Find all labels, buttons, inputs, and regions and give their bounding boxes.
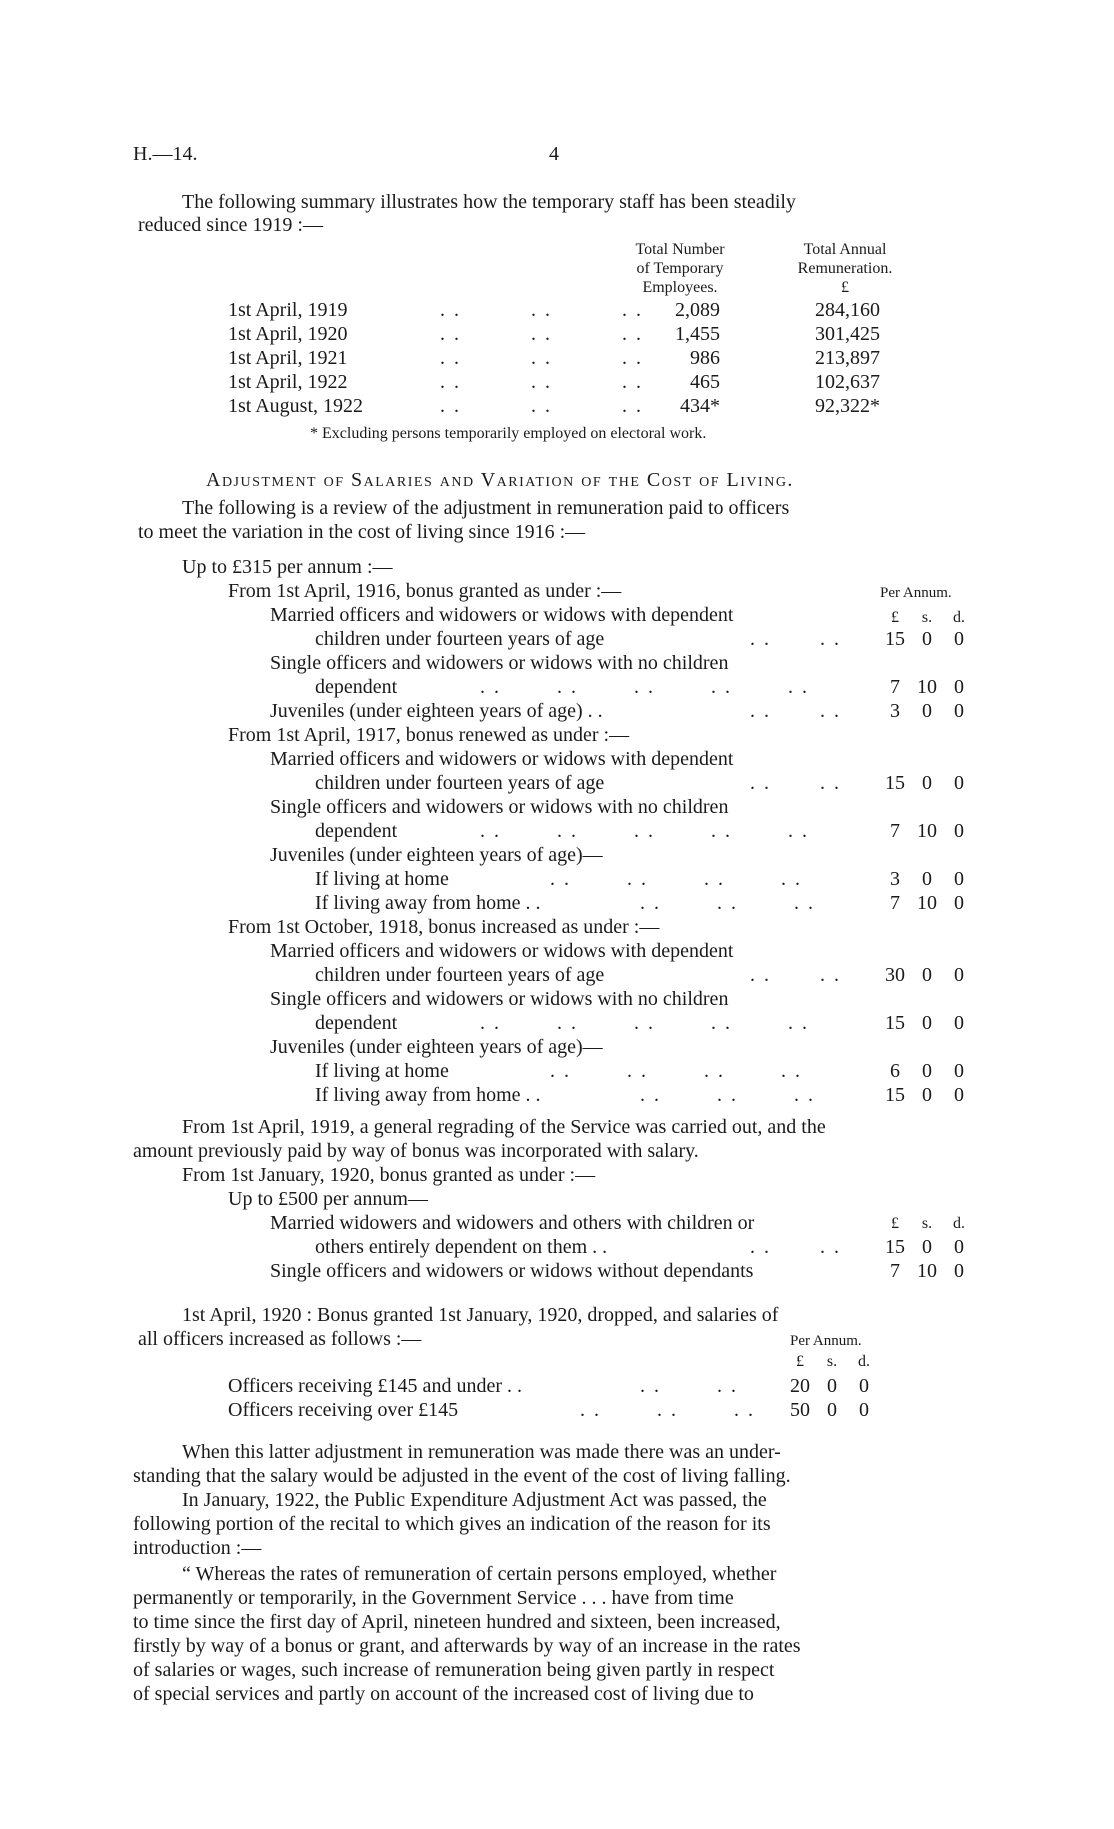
col-head-remuneration-1: Total Annual xyxy=(803,241,887,258)
col-head-employees-1: Total Number xyxy=(635,241,725,258)
leader-dots: . . . . . . xyxy=(440,323,643,345)
bonus-1917-home: If living at home xyxy=(315,868,449,890)
bonus-1917-single-amount: 7 10 0 xyxy=(890,820,964,842)
lsd-header: £ s. d. xyxy=(891,609,965,626)
table-row-employees: 465 xyxy=(690,371,720,393)
quote-line-4: firstly by way of a bonus or grant, and afterwards by way of an increase in the rates xyxy=(133,1635,801,1657)
bonus-1918-away: If living away from home . . xyxy=(315,1084,541,1106)
page-number: 4 xyxy=(549,143,559,165)
bonus-1920-married-2: others entirely dependent on them . . xyxy=(315,1236,608,1258)
act-line-2: following portion of the recital to which gives an indication of the reason for its xyxy=(133,1513,771,1535)
col-head-currency: £ xyxy=(841,279,849,296)
bonus-1916-heading: From 1st April, 1916, bonus granted as under :— xyxy=(228,580,622,602)
leader-dots: . . . . . . . . . . xyxy=(480,1012,809,1034)
table-row-date: 1st April, 1920 xyxy=(228,323,348,345)
regrading-line-2: amount previously paid by way of bonus was incorporated with salary. xyxy=(133,1140,699,1162)
leader-dots: . . . . . . xyxy=(440,395,643,417)
per-annum-label: Per Annum. xyxy=(790,1333,862,1349)
april-1920-line-1: 1st April, 1920 : Bonus granted 1st January, 1920, dropped, and salaries of xyxy=(182,1304,779,1326)
table-row-remuneration: 213,897 xyxy=(815,347,880,369)
bonus-1918-married-amount: 30 0 0 xyxy=(885,964,964,986)
intro-line-2: reduced since 1919 :— xyxy=(138,214,323,236)
april-1920-row-1: Officers receiving £145 and under . . xyxy=(228,1375,522,1397)
bonus-1917-away-amount: 7 10 0 xyxy=(890,892,964,914)
per-annum-label: Per Annum. xyxy=(880,585,952,601)
quote-line-2: permanently or temporarily, in the Government Service . . . have from time xyxy=(133,1587,734,1609)
quote-line-1: “ Whereas the rates of remuneration of certain persons employed, whether xyxy=(182,1563,777,1585)
table-row-remuneration: 92,322* xyxy=(815,395,880,417)
leader-dots: . . . . . . . . . . xyxy=(480,820,809,842)
leader-dots: . . . . xyxy=(750,964,841,986)
leader-dots: . . . . xyxy=(750,700,841,722)
bonus-1917-married-amount: 15 0 0 xyxy=(885,772,964,794)
regrading-line-1: From 1st April, 1919, a general regrading of the Service was carried out, and the xyxy=(182,1116,826,1138)
bonus-1918-juveniles: Juveniles (under eighteen years of age)— xyxy=(270,1036,603,1058)
quote-line-6: of special services and partly on account of the increased cost of living due to xyxy=(133,1683,754,1705)
leader-dots: . . . . . . . . xyxy=(550,1060,802,1082)
bonus-1918-home-amount: 6 0 0 xyxy=(890,1060,964,1082)
leader-dots: . . . . . . xyxy=(440,347,643,369)
bonus-1918-married-2: children under fourteen years of age xyxy=(315,964,605,986)
leader-dots: . . . . . . xyxy=(580,1399,755,1421)
leader-dots: . . . . . . . . . . xyxy=(480,676,809,698)
bonus-1917-single-1: Single officers and widowers or widows with no children xyxy=(270,796,729,818)
bonus-1917-married-1: Married officers and widowers or widows with dependent xyxy=(270,748,734,770)
bonus-1920-upto: Up to £500 per annum— xyxy=(228,1188,428,1210)
act-line-3: introduction :— xyxy=(133,1537,262,1559)
table-row-remuneration: 301,425 xyxy=(815,323,880,345)
leader-dots: . . . . xyxy=(750,1236,841,1258)
bonus-1917-heading: From 1st April, 1917, bonus renewed as under :— xyxy=(228,724,630,746)
review-line-1: The following is a review of the adjustment in remuneration paid to officers xyxy=(182,497,790,519)
lsd-header: £ s. d. xyxy=(891,1215,965,1232)
bonus-1918-married-1: Married officers and widowers or widows with dependent xyxy=(270,940,734,962)
april-1920-line-2: all officers increased as follows :— xyxy=(138,1328,422,1350)
table-row-employees: 1,455 xyxy=(675,323,720,345)
april-1920-row-1-amount: 20 0 0 xyxy=(790,1375,869,1397)
bonus-1916-married-2: children under fourteen years of age xyxy=(315,628,605,650)
bonus-1918-single-amount: 15 0 0 xyxy=(885,1012,964,1034)
bonus-1917-juveniles: Juveniles (under eighteen years of age)— xyxy=(270,844,603,866)
bonus-1916-single-1: Single officers and widowers or widows with no children xyxy=(270,652,729,674)
table-row-date: 1st April, 1922 xyxy=(228,371,348,393)
bonus-1917-married-2: children under fourteen years of age xyxy=(315,772,605,794)
leader-dots: . . . . . . xyxy=(640,892,815,914)
upto-315-heading: Up to £315 per annum :— xyxy=(182,556,393,578)
bonus-1918-home: If living at home xyxy=(315,1060,449,1082)
col-head-employees-3: Employees. xyxy=(642,279,718,296)
bonus-1916-single-amount: 7 10 0 xyxy=(890,676,964,698)
document-reference: H.—14. xyxy=(133,143,198,165)
col-head-employees-2: of Temporary xyxy=(636,260,724,277)
understanding-line-1: When this latter adjustment in remuneration was made there was an under- xyxy=(182,1441,781,1463)
bonus-1917-away: If living away from home . . xyxy=(315,892,541,914)
col-head-remuneration-2: Remuneration. xyxy=(797,260,893,277)
leader-dots: . . . . . . xyxy=(640,1084,815,1106)
bonus-1918-away-amount: 15 0 0 xyxy=(885,1084,964,1106)
bonus-1920-heading: From 1st January, 1920, bonus granted as under :— xyxy=(182,1164,596,1186)
table-row-remuneration: 102,637 xyxy=(815,371,880,393)
table-row-employees: 2,089 xyxy=(675,299,720,321)
table-row-date: 1st April, 1919 xyxy=(228,299,348,321)
bonus-1916-married-amount: 15 0 0 xyxy=(885,628,964,650)
understanding-line-2: standing that the salary would be adjusted in the event of the cost of living falling. xyxy=(133,1465,791,1487)
bonus-1917-single-2: dependent xyxy=(315,820,398,842)
bonus-1916-married-1: Married officers and widowers or widows with dependent xyxy=(270,604,734,626)
bonus-1916-single-2: dependent xyxy=(315,676,398,698)
april-1920-row-2-amount: 50 0 0 xyxy=(790,1399,869,1421)
table-footnote: * Excluding persons temporarily employed on electoral work. xyxy=(310,425,707,442)
april-1920-row-2: Officers receiving over £145 xyxy=(228,1399,459,1421)
quote-line-3: to time since the first day of April, nineteen hundred and sixteen, been increased, xyxy=(133,1611,781,1633)
table-row-date: 1st April, 1921 xyxy=(228,347,348,369)
table-row-employees: 434* xyxy=(680,395,720,417)
table-row-remuneration: 284,160 xyxy=(815,299,880,321)
bonus-1918-single-2: dependent xyxy=(315,1012,398,1034)
bonus-1920-married-amount: 15 0 0 xyxy=(885,1236,964,1258)
bonus-1920-married-1: Married widowers and widowers and others with children or xyxy=(270,1212,755,1234)
review-line-2: to meet the variation in the cost of living since 1916 :— xyxy=(138,521,586,543)
bonus-1918-heading: From 1st October, 1918, bonus increased as under :— xyxy=(228,916,660,938)
table-row-employees: 986 xyxy=(690,347,720,369)
act-line-1: In January, 1922, the Public Expenditure Adjustment Act was passed, the xyxy=(182,1489,767,1511)
bonus-1918-single-1: Single officers and widowers or widows with no children xyxy=(270,988,729,1010)
table-row-date: 1st August, 1922 xyxy=(228,395,364,417)
quote-line-5: of salaries or wages, such increase of remuneration being given partly in respect xyxy=(133,1659,775,1681)
leader-dots: . . . . xyxy=(640,1375,738,1397)
lsd-header: £ s. d. xyxy=(796,1353,870,1370)
bonus-1916-juveniles-amount: 3 0 0 xyxy=(890,700,964,722)
leader-dots: . . . . . . xyxy=(440,299,643,321)
leader-dots: . . . . . . . . xyxy=(550,868,802,890)
bonus-1917-home-amount: 3 0 0 xyxy=(890,868,964,890)
leader-dots: . . . . xyxy=(750,628,841,650)
section-heading: Adjustment of Salaries and Variation of the Cost of Living. xyxy=(206,469,794,491)
bonus-1920-single: Single officers and widowers or widows without dependants xyxy=(270,1260,754,1282)
bonus-1920-single-amount: 7 10 0 xyxy=(890,1260,964,1282)
leader-dots: . . . . . . xyxy=(440,371,643,393)
leader-dots: . . . . xyxy=(750,772,841,794)
intro-line-1: The following summary illustrates how the temporary staff has been steadily xyxy=(182,191,796,213)
bonus-1916-juveniles: Juveniles (under eighteen years of age) . . xyxy=(270,700,603,722)
